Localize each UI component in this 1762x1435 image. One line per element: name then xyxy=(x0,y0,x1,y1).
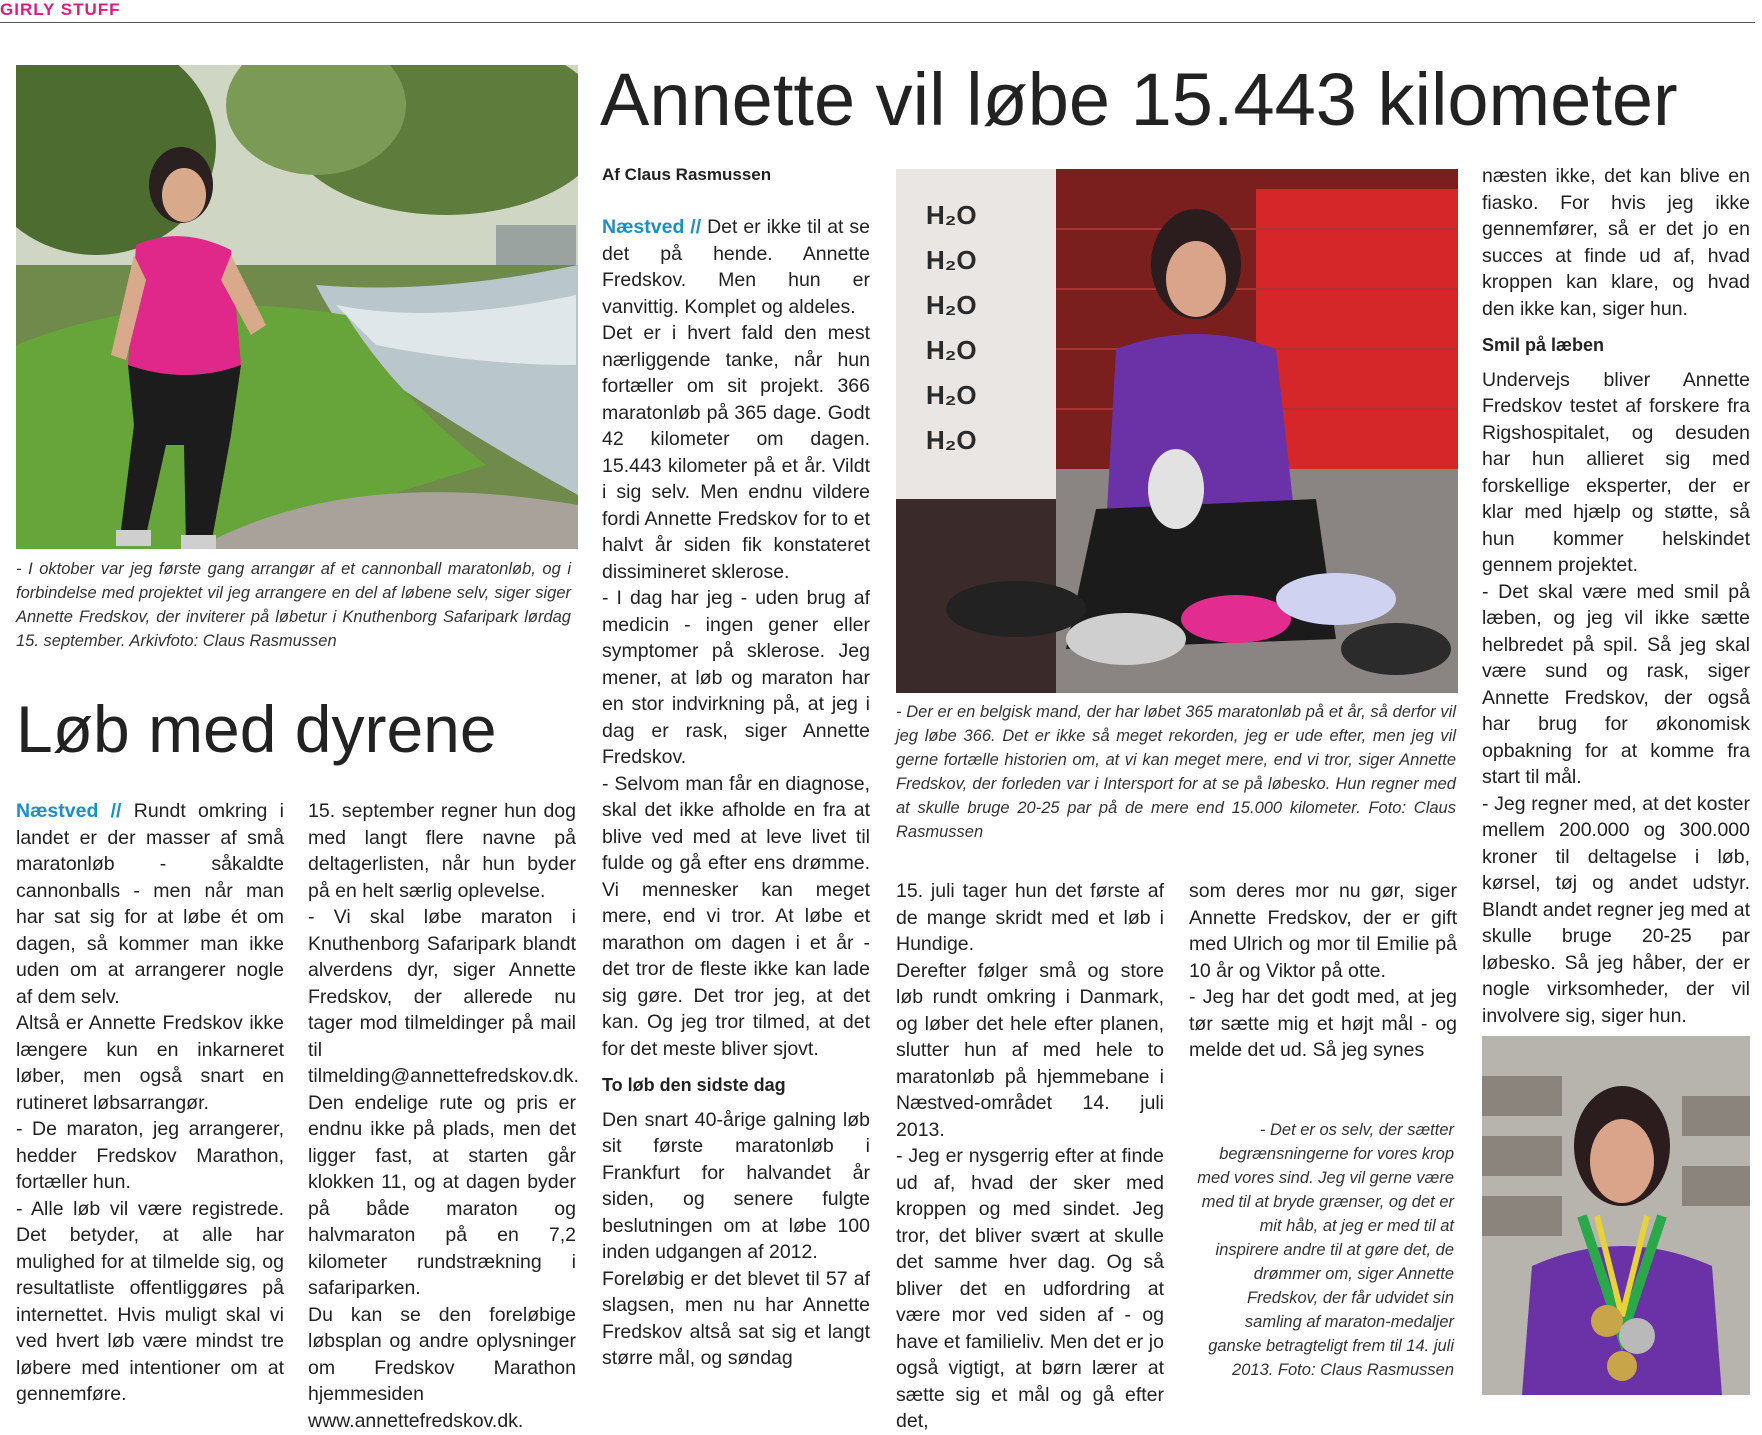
paragraph: - Alle løb vil være registrede. Det betyder, at alle har mulighed for at tilmelde sig, og resultatliste offentliggøres på internettet. Hvis muligt skal vi ved hvert løb være mindst tre løbere med intentioner om at gennemføre. xyxy=(16,1197,284,1405)
svg-text:H₂O: H₂O xyxy=(926,200,977,230)
paragraph: 15. september regner hun dog med langt flere navne på deltagerlisten, når hun byder på en helt særlig oplevelse. xyxy=(308,800,576,902)
section-label: GIRLY STUFF xyxy=(0,0,121,19)
paragraph: som deres mor nu gør, siger Annette Fredskov, der er gift med Ulrich og mor til Emilie på 10 år og Viktor på otte. xyxy=(1189,880,1457,982)
photo-medals xyxy=(1482,1036,1750,1395)
svg-text:H₂O: H₂O xyxy=(926,335,977,365)
paragraph: Altså er Annette Fredskov ikke længere kun en inkarneret løber, men også snart en rutineret løbsarrangør. xyxy=(16,1012,284,1114)
left-article-title: Løb med dyrene xyxy=(16,692,497,766)
paragraph: Undervejs bliver Annette Fredskov testet af forskere fra Rigshospitalet, og desuden har hun allieret sig med forskellige eksperter, der er klar med hjælp og støtte, så hun kommer helskindet gennem projektet. xyxy=(1482,368,1750,576)
paragraph: næsten ikke, det kan blive en fiasko. For hvis jeg ikke gennemfører, så er det jo en succes at finde ud af, hvad kroppen kan klare, og hvad den ikke kan, siger hun. xyxy=(1482,165,1750,320)
photo-shoes-caption: - Der er en belgisk mand, der har løbet 365 maratonløb på et år, så derfor vil jeg løbe 366. Det er ikke så meget rekorden, jeg er ude efter, men jeg vil gerne fortælle historien om, at vi kan meget mere, end vi tror, siger Annette Fredskov, der forleden var i Intersport for at se på løbesko. Hun regner med at skulle bruge 20-25 par på de mere end 15.000 kilometer. Foto: Claus Rasmussen xyxy=(896,703,1456,841)
paragraph: Du kan se den foreløbige løbsplan og andre oplysninger om Fredskov Marathon hjemmesiden www.annettefredskov.dk. xyxy=(308,1303,576,1432)
paragraph: Den endelige rute og pris er endnu ikke på plads, men det ligger fast, at starten går klokken 11, og at dagen byder på både maraton og halvmaraton på en 7,2 kilometer rundstrækning i safariparken. xyxy=(308,1091,576,1299)
svg-text:H₂O: H₂O xyxy=(926,425,977,455)
paragraph: - Jeg er nysgerrig efter at finde ud af, hvad der sker med kroppen og med sindet. Jeg tror, det bliver svært at skulle det samme hver dag. Og så bliver det en udfordring at være mor ved siden af - og have et familieliv. Men det er jo også vigtigt, at børn lærer at sætte sig et mål og gå efter det, xyxy=(896,1145,1164,1432)
paragraph: Foreløbig er det blevet til 57 af slagsen, men nu har Annette Fredskov altså sat sig et langt større mål, og søndag xyxy=(602,1267,870,1369)
paragraph: Næstved // Rundt omkring i landet er der masser af små maratonløb - såkaldte cannonballs - men når man har sat sig for at løbe ét om dagen, så kommer man ikke uden om at arrangerer nogle af dem selv. xyxy=(16,800,284,1008)
paragraph: - I dag har jeg - uden brug af medicin - ingen gener eller symptomer på sklerose. Jeg mener, at løb og maraton har en stor indvirkning på, at jeg i dag er rask, siger Annette Fredskov. xyxy=(602,587,870,768)
paragraph: Den snart 40-årige galning løb sit første maratonløb i Frankfurt for halvandet år siden, og senere fulgte beslutningen om at løbe 100 inden udgangen af 2012. xyxy=(602,1108,870,1263)
place-label: Næstved // xyxy=(602,216,702,238)
paragraph: - Det skal være med smil på læben, og jeg vil ikke sætte helbredet på spil. Så jeg skal være sund og rask, siger Annette Fredskov, der også har brug for økonomisk opbakning for at komme fra start til mål. xyxy=(1482,580,1750,788)
photo-runner xyxy=(16,65,578,549)
subhead-smil: Smil på læben xyxy=(1482,335,1605,355)
paragraph: Næstved // Det er ikke til at se det på hende. Annette Fredskov. Men hun er vanvittig. Komplet og aldeles. xyxy=(602,216,870,318)
paragraph: Derefter følger små og store løb rundt omkring i Danmark, og løber det hele efter planen, slutter hun af med hele to maratonløb på hjemmebane i Næstved-området 14. juli 2013. xyxy=(896,959,1164,1141)
left-article-col2 xyxy=(308,798,579,1434)
paragraph: - Jeg har det godt med, at jeg tør sætte mig et højt mål - og melde det ud. Så jeg synes xyxy=(1189,986,1457,1061)
quote-caption: - Det er os selv, der sætter begrænsningerne for vores krop med vores sind. Jeg vil gerne være med til at bryde grænser, og det er mit håb, at jeg er med til at inspirere andre til at gøre det, de drømmer om, siger Annette Fredskov, der får udvidet sin samling af maraton-medaljer ganske betragteligt frem til 14. juli 2013. Foto: Claus Rasmussen xyxy=(1197,1121,1454,1379)
paragraph: Det er i hvert fald den mest nærliggende tanke, når hun fortæller om sit projekt. 366 maratonløb på 365 dage. Godt 42 kilometer om dagen. 15.443 kilometer på et år. Vildt i sig selv. Men endnu vildere fordi Annette Fredskov for to et halvt år siden fik konstateret dissimineret sklerose. xyxy=(602,322,870,583)
place-label: Næstved // xyxy=(16,800,122,822)
svg-text:H₂O: H₂O xyxy=(926,380,977,410)
main-article-title: Annette vil løbe 15.443 kilometer xyxy=(600,58,1678,141)
subhead-to-loeb: To løb den sidste dag xyxy=(602,1075,786,1095)
top-rule xyxy=(0,22,1755,23)
paragraph: - Selvom man får en diagnose, skal det ikke afholde en fra at blive ved med at leve livet til fulde og gå efter ens drømme. Vi mennesker kan meget mere, end vi tror. At løbe et marathon om dagen i et år - det tror de fleste ikke kan lade sig gøre. Det tror jeg, at det kan. Og jeg tror tilmed, at det for det meste bliver sjovt. xyxy=(602,772,870,1060)
photo-shoes xyxy=(896,169,1458,693)
main-article-col2 xyxy=(896,878,1164,1435)
svg-text:H₂O: H₂O xyxy=(926,290,977,320)
paragraph: - De maraton, jeg arrangerer, hedder Fredskov Marathon, fortæller hun. xyxy=(16,1118,284,1193)
photo-runner-caption: - I oktober var jeg første gang arrangør af et cannonball maratonløb, og i forbindelse med projektet vil jeg arrangere en del af løbene selv, siger siger Annette Fredskov, der inviterer på løbetur i Knuthenborg Safaripark lørdag 15. september. Arkivfoto: Claus Rasmussen xyxy=(16,560,571,650)
paragraph: - Jeg regner med, at det koster mellem 200.000 og 300.000 kroner til deltagelse i løb, kørsel, tøj og andet udstyr. Blandt andet regner jeg med at skulle bruge 20-25 par løbesko. Så jeg håber, der er nogle virksomheder, der vil involvere sig, siger hun. xyxy=(1482,792,1750,1027)
main-article-col4 xyxy=(1482,163,1750,1029)
svg-text:H₂O: H₂O xyxy=(926,245,977,275)
byline: Af Claus Rasmussen xyxy=(602,165,772,184)
paragraph: - Vi skal løbe maraton i Knuthenborg Safaripark blandt alverdens dyr, siger Annette Fredskov, der allerede nu tager mod tilmeldinger på mail til tilmelding@annettefredskov.dk. xyxy=(308,906,579,1087)
paragraph: 15. juli tager hun det første af de mange skridt med et løb i Hundige. xyxy=(896,880,1164,955)
main-article-col3 xyxy=(1189,878,1457,1064)
left-article-col1 xyxy=(16,798,284,1408)
main-article-col1 xyxy=(602,214,870,1372)
